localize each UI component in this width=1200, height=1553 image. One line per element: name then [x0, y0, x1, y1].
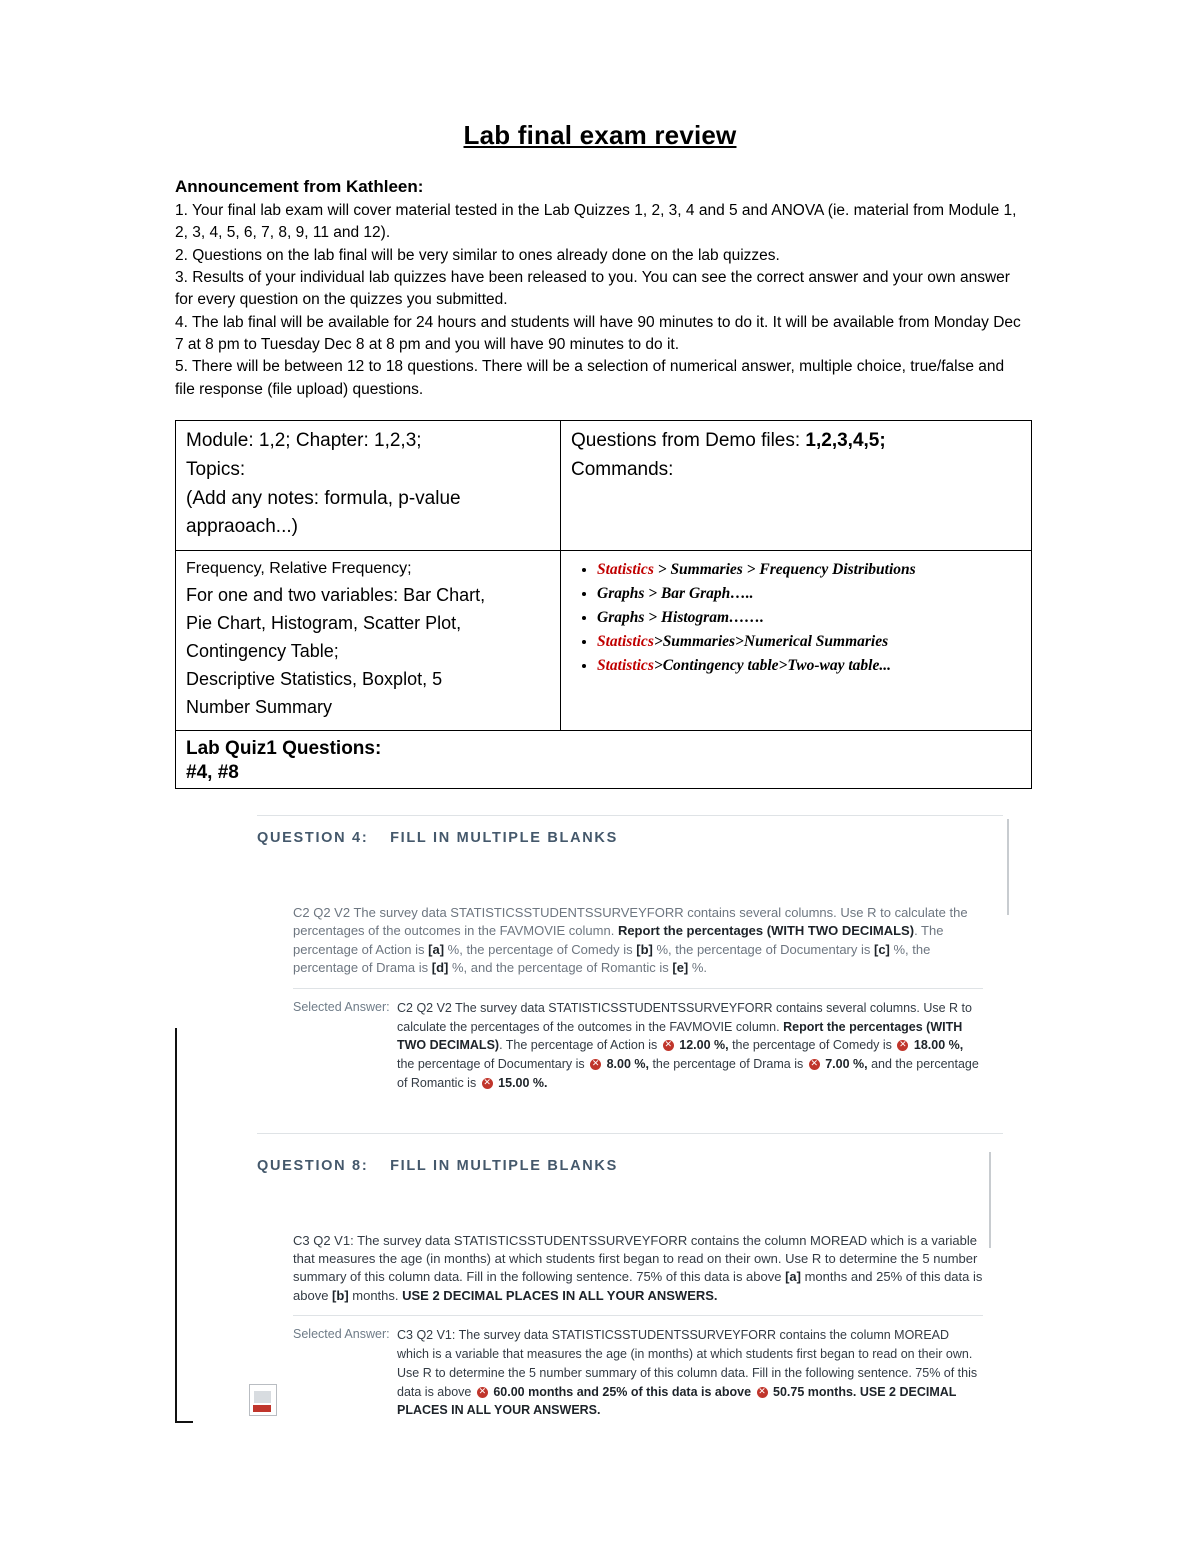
embedded-quiz-screenshot: [191, 801, 1021, 1430]
question4-answer-text: [397, 999, 983, 1093]
question4-number: QUESTION 4:: [257, 829, 369, 846]
question4-blank-e: [e]: [672, 960, 689, 976]
page-title: Lab final exam review: [463, 120, 737, 150]
topics-cell: [176, 551, 561, 730]
review-table: [175, 420, 1032, 789]
incorrect-x-icon: ✕: [810, 1059, 818, 1070]
table-row: [176, 551, 1032, 730]
commands-cell: [561, 551, 1032, 730]
announcement-paragraph-5: 5. There will be between 12 to 18 questions. There will be a selection of numerical answer, multiple choice, true/false and file response (file upload) questions.: [175, 358, 1005, 398]
question8-header: [257, 1134, 1003, 1174]
question4-answer-bold: Report the percentages (WITH TWO DECIMALS): [397, 1019, 963, 1053]
incorrect-x-icon: ✕: [591, 1059, 600, 1070]
question4-prompt-part7: %.: [688, 960, 708, 976]
question8-blank-a: [a]: [785, 1269, 801, 1285]
demo-files-label: Questions from Demo files:: [571, 429, 801, 451]
question8-number: QUESTION 8:: [257, 1157, 369, 1174]
question8-prompt-bold3: USE 2 DECIMAL PLACES IN ALL YOUR ANSWERS.: [402, 1287, 718, 1303]
topic-line-2: For one and two variables: Bar Chart,: [186, 585, 486, 606]
list-item: [597, 657, 1021, 675]
announcement-heading: Announcement from Kathleen:: [175, 177, 424, 196]
table-row: [176, 420, 1032, 551]
topic-line-1: Frequency, Relative Frequency;: [186, 560, 412, 578]
question4-value-comedy: 18.00 %,: [913, 1038, 964, 1053]
notes-line-2: appraoach...): [186, 516, 298, 538]
question4-blank-c: [c]: [874, 941, 890, 957]
announcement-paragraph-1: 1. Your final lab exam will cover material tested in the Lab Quizzes 1, 2, 3, 4 and 5 and ANOVA (ie. material from Module 1, 2, 3, 4, 5, 6, 7, 8, 9, 11 and 12).: [175, 202, 1017, 242]
question8-accent-bar: [989, 1152, 991, 1248]
table-row: [176, 730, 1032, 788]
question4-value-drama: 7.00 %,: [825, 1057, 868, 1071]
question4-type: FILL IN MULTIPLE BLANKS: [390, 829, 618, 846]
command-rest: Graphs > Histogram…….: [597, 609, 764, 627]
topic-line-5: Descriptive Statistics, Boxplot, 5: [186, 668, 443, 689]
question4-label-comedy: the percentage of Comedy is: [732, 1038, 892, 1053]
command-prefix: Statistics: [597, 657, 654, 675]
incorrect-x-icon: ✕: [758, 1386, 766, 1397]
announcement-paragraph-4: 4. The lab final will be available for 24 hours and students will have 90 minutes to do it. It will be available from Monday Dec 7 at 8 pm to Tuesday Dec 8 at 8 pm and you will have 90 minutes to do it.: [175, 313, 1021, 353]
question8-prompt: [293, 1232, 983, 1306]
topic-line-4: Contingency Table;: [186, 640, 339, 661]
question4-prompt: [293, 904, 983, 978]
question8-prompt-part1: C3 Q2 V1: The survey data STATISTICSSTUDENTSSURVEYFORR contains the column MOREAD which is a variable that measures the age (in months) at which students first began to read on their own. Use R to determine the 5 number summary of this column data. Fill in the following sentence. 75% of this data is above: [293, 1232, 978, 1285]
document-thumbnail-icon: [249, 1384, 277, 1416]
question4-prompt-part5: %, the percentage of Drama is: [293, 941, 931, 976]
list-item: [597, 633, 1021, 651]
question8-type: FILL IN MULTIPLE BLANKS: [390, 1157, 618, 1174]
announcement-paragraph-2: 2. Questions on the lab final will be very similar to ones already done on the lab quizzes.: [175, 246, 780, 264]
topic-line-6: Number Summary: [186, 696, 333, 717]
incorrect-x-icon: ✕: [664, 1040, 673, 1051]
command-prefix: Statistics: [597, 633, 654, 651]
question8-blank-b: [b]: [332, 1287, 349, 1303]
question4-answer-mid: . The percentage of Action is: [499, 1038, 658, 1053]
question4-blank-b: [b]: [636, 941, 653, 957]
question8-answer-bold: USE 2 DECIMAL PLACES IN ALL YOUR ANSWERS.: [397, 1384, 957, 1418]
incorrect-x-icon: ✕: [483, 1077, 491, 1088]
list-item: [597, 561, 1021, 579]
lab-quiz-cell: [176, 730, 1032, 788]
incorrect-x-icon: ✕: [899, 1040, 907, 1051]
command-prefix: Statistics: [597, 561, 654, 579]
question8-prompt-part3: months.: [348, 1287, 403, 1303]
question4-prompt-bold1: Report the percentages (WITH TWO DECIMALS): [617, 923, 915, 939]
question4-answer-label: Selected Answer:: [293, 999, 390, 1014]
question8-value-b: 50.75 months.: [773, 1384, 860, 1399]
demo-files-value: 1,2,3,4,5;: [805, 429, 886, 451]
question8-answer-text: [397, 1326, 983, 1420]
announcement-paragraph-3: 3. Results of your individual lab quizzes have been released to you. You can see the correct answer and your own answer for every question on the quizzes you submitted.: [175, 268, 1010, 309]
command-rest: > Summaries > Frequency Distributions: [653, 561, 916, 579]
question4-prompt-part6: %, and the percentage of Romantic is: [448, 960, 673, 976]
question8-answer-box: [293, 1315, 983, 1420]
question4-value-action: 12.00 %,: [679, 1038, 729, 1053]
question4-answer-box: [293, 988, 983, 1093]
question4-label-documentary: the percentage of Documentary is: [397, 1057, 585, 1071]
question4-label-drama: the percentage of Drama is: [652, 1057, 804, 1071]
list-item: [597, 609, 1021, 627]
incorrect-x-icon: ✕: [478, 1386, 487, 1397]
question4-value-romantic: 15.00 %.: [498, 1075, 548, 1090]
demo-files-line: [571, 427, 1021, 456]
question8-prompt-part2: months and 25% of this data is above: [293, 1269, 983, 1303]
notes-line-1: (Add any notes: formula, p-value: [186, 487, 461, 509]
module-chapter-line: Module: 1,2; Chapter: 1,2,3;: [186, 429, 422, 451]
question4-accent-bar: [1007, 819, 1009, 915]
question8-answer-label: Selected Answer:: [293, 1327, 390, 1342]
module-chapter-cell: [176, 420, 561, 551]
question4-prompt-part2: . The percentage of Action is: [293, 923, 944, 957]
lab-quiz-numbers: #4, #8: [186, 762, 239, 784]
demo-files-cell: [561, 420, 1032, 551]
question8-value-a: 60.00 months and 25% of this data is above: [493, 1384, 752, 1399]
image-frame-bottom-edge: [175, 1421, 193, 1423]
question4-blank-d: [d]: [431, 960, 449, 976]
question4-blank-a: [a]: [428, 941, 445, 957]
commands-list: [571, 561, 1021, 675]
topic-line-3: Pie Chart, Histogram, Scatter Plot,: [186, 613, 462, 633]
question4-prompt-part1: C2 Q2 V2 The survey data STATISTICSSTUDENTSSURVEYFORR contains several columns. Use R to calculate the percentages of the outcomes in the FAVMOVIE column.: [293, 904, 968, 939]
question4-prompt-part4: %, the percentage of Documentary is: [652, 941, 874, 957]
question4-value-documentary: 8.00 %,: [606, 1057, 649, 1071]
command-rest: >Summaries>Numerical Summaries: [653, 633, 889, 651]
list-item: [597, 585, 1021, 603]
topics-label: Topics:: [186, 458, 246, 480]
question4-answer-intro: C2 Q2 V2 The survey data STATISTICSSTUDENTSSURVEYFORR contains several columns. Use R to calculate the percentages of the outcomes in the FAVMOVIE column.: [397, 1000, 972, 1034]
question4-prompt-part3: %, the percentage of Comedy is: [444, 941, 637, 957]
question4-header: [257, 815, 1003, 846]
lab-quiz-label: Lab Quiz1 Questions:: [186, 737, 382, 759]
command-rest: >Contingency table>Two-way table...: [653, 657, 891, 675]
commands-label: Commands:: [571, 458, 674, 480]
command-rest: Graphs > Bar Graph…..: [597, 585, 754, 603]
question8-answer-intro: C3 Q2 V1: The survey data STATISTICSSTUDENTSSURVEYFORR contains the column MOREAD which is a variable that measures the age (in months) at which students first began to read on their own. Use R to determine the 5 number summary of this column data. Fill in the following sentence. 75% of this data is above: [397, 1328, 978, 1399]
question4-label-romantic: and the percentage of Romantic is: [397, 1057, 979, 1090]
image-frame-left-edge: [175, 1028, 177, 1423]
